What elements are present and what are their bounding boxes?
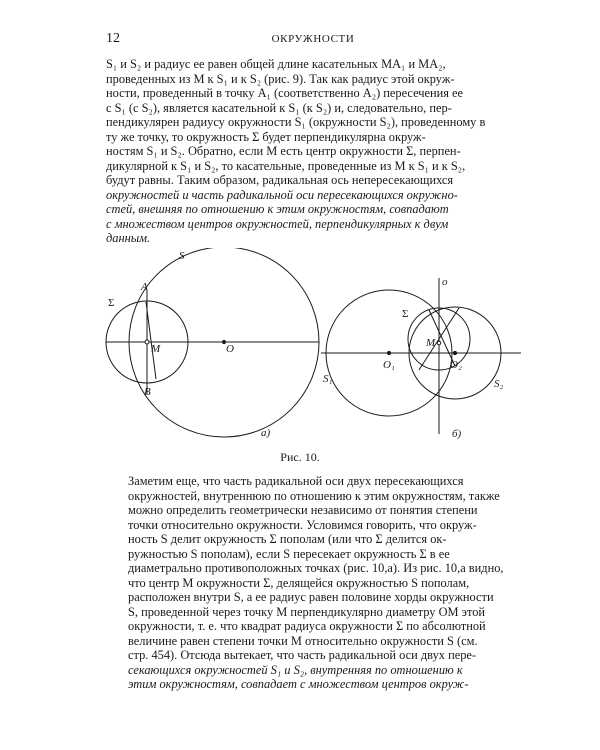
label-Sigma: Σ [108,297,115,309]
text-line: расположен внутри S, а ее радиус равен половине хорды окружности [128,590,494,604]
paragraph-1 [106,57,520,246]
figure-caption: Рис. 10. [280,450,320,464]
center-O2 [453,351,456,354]
text-line: проведенных из M к S₁ и к S₂ (рис. 9). Так как радиус этой окруж- [106,71,455,86]
text-line: окружности, т. е. что квадрат радиуса окружности Σ по абсолютной [128,619,486,633]
label-a: а) [261,427,271,439]
label-o: о [442,276,448,288]
text-line: окружностей, внутреннюю по отношению к этим окружностям, также [128,488,500,503]
text-line: ружностью S пополам), если S пересекает окружность Σ в ее [128,546,450,561]
text-line: ность S делит окружность Σ пополам (или что Σ делится ок- [128,532,447,546]
text-line: диаметрально противоположных точках (рис. 10,а). Из рис. 10,а видно, [128,561,504,575]
label-B: B [144,386,151,398]
text-line: пендикулярен радиусу окружности S₁ (окружности S₂), проведенному в [106,115,486,129]
text-line: данным. [106,231,151,245]
label-S1: S₁ [323,373,333,385]
text-line: секающихся окружностей S₁ и S₂, внутренняя по отношению к [128,662,463,677]
figure-10a [106,248,319,437]
text-line: с множеством центров окружностей, перпендикулярных к двум [106,216,449,231]
figure-10 [96,248,526,448]
label-M: M [426,337,436,349]
page-header [106,31,520,49]
text-line: этим окружностям, совпадает с множеством центров окруж- [128,677,469,691]
text-line: стей, внешняя по отношению к этим окружностям, совпадают [106,202,449,216]
text-line: ности, проведенный в точку A₁ (соответственно A₂) пересечения ее [106,86,464,100]
label-M: M [151,343,161,355]
label-b: б) [452,428,462,440]
text-line: с S₁ (с S₂), является касательной к S₁ (к S₂) и, следовательно, пер- [106,100,452,115]
center-M [145,340,149,344]
text-line: величине равен степени точки M относительно окружности S (см. [128,633,478,648]
text-line: будут равны. Таким образом, радикальная ось непересекающихся [106,173,454,187]
text-line: ностям S₁ и S₂. Обратно, если M есть центр окружности Σ, перпен- [106,144,461,158]
label-Sigma: Σ [402,308,409,320]
text-line: дикулярной к S₁ и S₂, то касательные, проведенные из M к S₁ и к S₂, [106,158,466,173]
label-O1: O₁ [383,359,395,371]
text-line: можно определить геометрически независимо от понятия степени [128,503,478,517]
center-O1 [387,351,390,354]
figure-10b [321,278,521,434]
text-line: окружностей и часть радикальной оси пересекающихся окружно- [106,187,458,202]
paragraph-2 [106,474,520,692]
page-number: 12 [106,31,120,46]
text-line: стр. 454). Отсюда вытекает, что часть радикальной оси двух пере- [128,648,477,662]
running-title: ОКРУЖНОСТИ [271,33,355,45]
label-O: O [226,343,234,355]
text-line: что центр M окружности Σ, делящейся окружностью S пополам, [128,575,470,590]
text-line: Заметим еще, что часть радикальной оси двух пересекающихся [128,474,464,488]
text-line: точки относительно окружности. Условимся говорить, что окруж- [128,517,477,532]
label-O2: O₂ [450,359,462,371]
label-S2: S₂ [494,378,504,390]
text-line: S₁ и S₂ и радиус ее равен общей длине касательных MA₁ и MA₂, [106,57,446,71]
text-line: ту же точку, то окружность Σ будет перпендикулярна окруж- [106,129,426,144]
center-M [437,341,441,345]
label-S: S [179,250,185,262]
label-A: A [141,281,148,293]
text-line: S, проведенной через точку M перпендикулярно диаметру OM этой [128,604,486,619]
